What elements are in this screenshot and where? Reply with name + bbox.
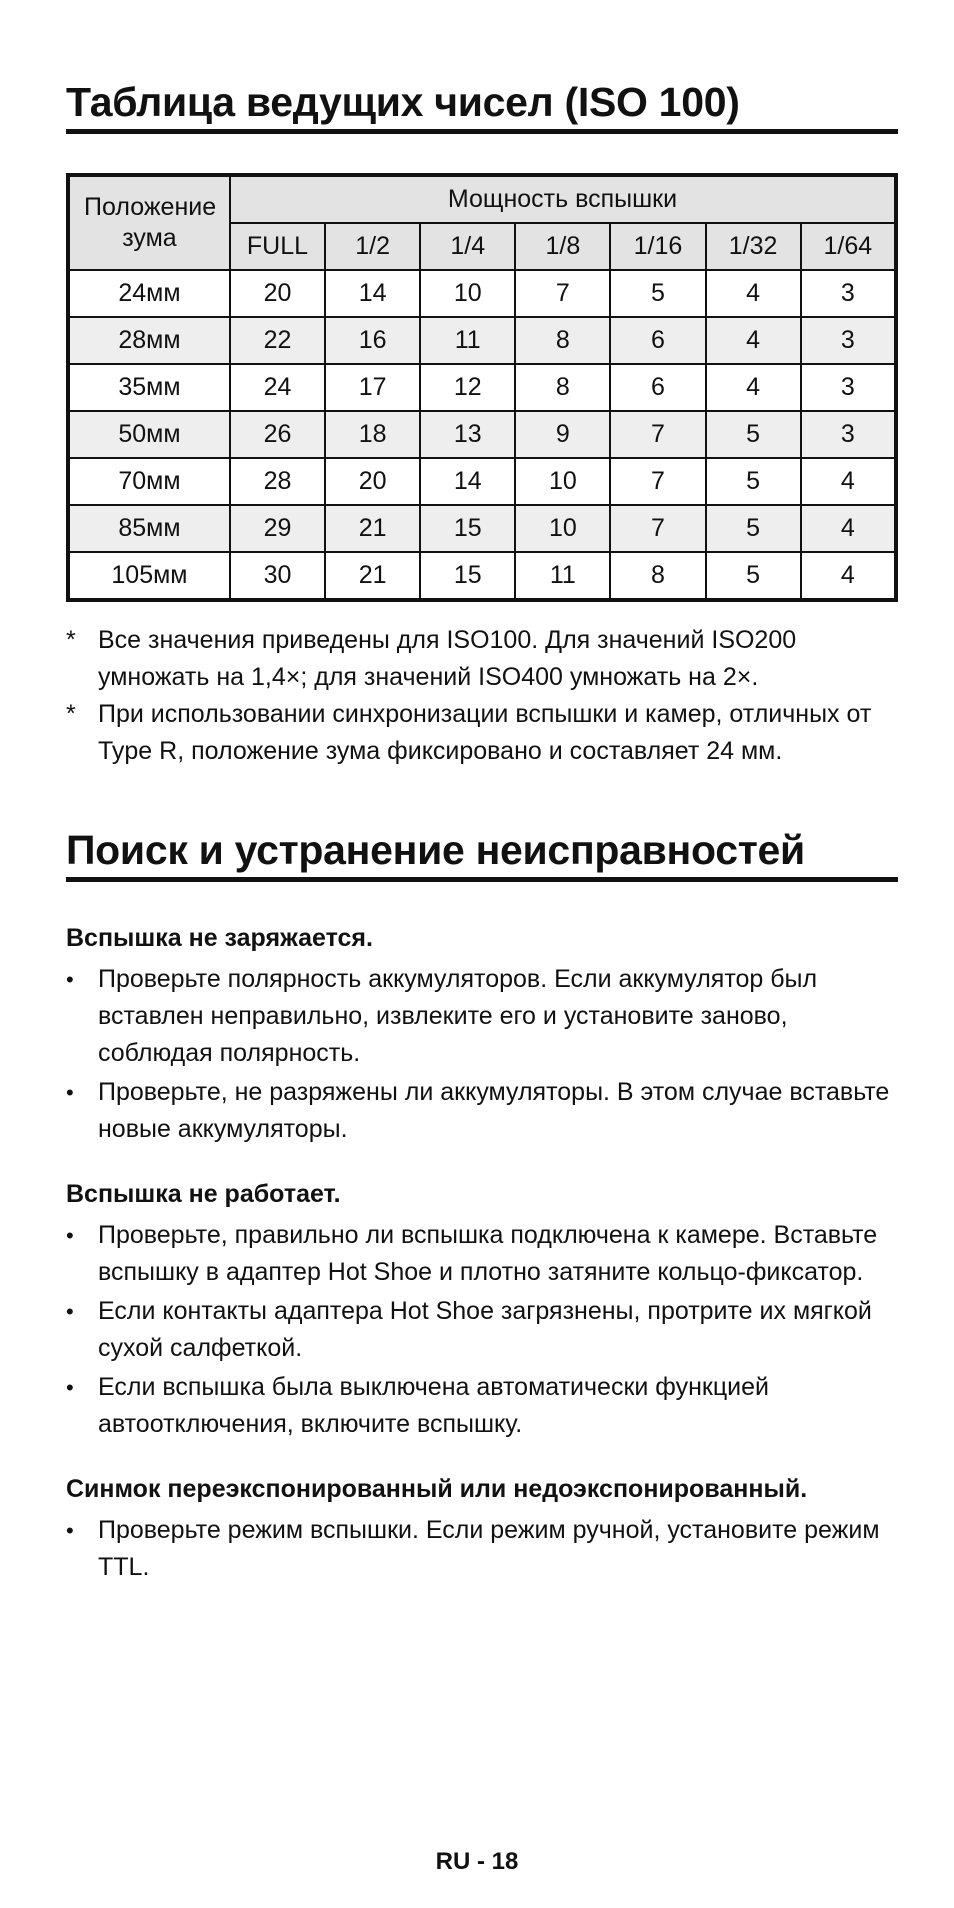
guide-number-cell: 6 — [610, 364, 705, 411]
power-level-header: 1/2 — [325, 223, 420, 270]
power-level-header: 1/4 — [420, 223, 515, 270]
list-item — [66, 1512, 898, 1586]
guide-number-cell: 15 — [420, 552, 515, 600]
list-item-text: Если вспышка была выключена автоматически функцией автоотключения, включите вспышку. — [98, 1373, 769, 1438]
table-header-row — [68, 175, 896, 223]
bullet-icon: • — [66, 1518, 74, 1543]
trouble-heading: Синмок переэкспонированный или недоэкспонированный. — [66, 1475, 808, 1503]
power-level-header: 1/8 — [515, 223, 610, 270]
guide-number-cell: 4 — [706, 270, 801, 317]
table-row — [68, 270, 896, 317]
list-item-text: Проверьте, не разряжены ли аккумуляторы. В этом случае вставьте новые аккумуляторы. — [98, 1078, 890, 1143]
guide-number-cell: 26 — [230, 411, 325, 458]
bullet-icon: • — [66, 1299, 74, 1324]
zoom-position-cell: 50мм — [68, 411, 230, 458]
trouble-group — [66, 1176, 898, 1443]
guide-number-cell: 4 — [706, 364, 801, 411]
guide-number-title: Таблица ведущих чисел (ISO 100) — [66, 82, 898, 134]
guide-number-cell: 16 — [325, 317, 420, 364]
guide-number-table — [66, 173, 898, 602]
footnote — [66, 622, 898, 696]
list-item-text: Проверьте режим вспышки. Если режим ручной, установите режим TTL. — [98, 1516, 880, 1581]
guide-number-cell: 7 — [610, 411, 705, 458]
guide-number-cell: 8 — [515, 317, 610, 364]
bullet-icon: • — [66, 967, 74, 992]
guide-number-cell: 30 — [230, 552, 325, 600]
power-level-header: FULL — [230, 223, 325, 270]
guide-number-cell: 5 — [706, 552, 801, 600]
guide-number-cell: 3 — [801, 270, 896, 317]
guide-number-cell: 5 — [610, 270, 705, 317]
guide-number-cell: 3 — [801, 411, 896, 458]
guide-number-cell: 29 — [230, 505, 325, 552]
guide-number-cell: 24 — [230, 364, 325, 411]
table-row — [68, 552, 896, 600]
zoom-position-cell: 35мм — [68, 364, 230, 411]
guide-number-cell: 7 — [610, 458, 705, 505]
guide-number-cell: 11 — [515, 552, 610, 600]
bullet-list — [66, 1217, 898, 1443]
trouble-heading: Вспышка не работает. — [66, 1180, 341, 1208]
guide-number-cell: 4 — [801, 505, 896, 552]
list-item — [66, 1074, 898, 1148]
guide-number-cell: 7 — [610, 505, 705, 552]
table-row — [68, 364, 896, 411]
guide-number-cell: 8 — [515, 364, 610, 411]
guide-number-cell: 9 — [515, 411, 610, 458]
guide-number-cell: 5 — [706, 505, 801, 552]
guide-number-cell: 14 — [325, 270, 420, 317]
guide-number-cell: 7 — [515, 270, 610, 317]
table-footnotes — [66, 622, 898, 770]
guide-number-cell: 3 — [801, 317, 896, 364]
guide-number-cell: 13 — [420, 411, 515, 458]
table-row — [68, 317, 896, 364]
troubleshooting-title: Поиск и устранение неисправностей — [66, 830, 898, 882]
guide-number-cell: 5 — [706, 458, 801, 505]
guide-number-cell: 8 — [610, 552, 705, 600]
zoom-position-cell: 85мм — [68, 505, 230, 552]
bullet-icon: • — [66, 1080, 74, 1105]
guide-number-cell: 10 — [515, 505, 610, 552]
list-item — [66, 961, 898, 1072]
guide-number-cell: 4 — [801, 552, 896, 600]
guide-number-cell: 6 — [610, 317, 705, 364]
power-level-header: 1/64 — [801, 223, 896, 270]
zoom-position-cell: 70мм — [68, 458, 230, 505]
list-item — [66, 1369, 898, 1443]
footnote — [66, 696, 898, 770]
list-item — [66, 1293, 898, 1367]
guide-number-cell: 21 — [325, 505, 420, 552]
list-item-text: Если контакты адаптера Hot Shoe загрязнены, протрите их мягкой сухой салфеткой. — [98, 1297, 872, 1362]
footnote-text: При использовании синхронизации вспышки и камер, отличных от Type R, положение зума фиксировано и составляет 24 мм. — [98, 700, 872, 765]
trouble-heading: Вспышка не заряжается. — [66, 924, 373, 952]
bullet-icon: • — [66, 1375, 74, 1400]
footnote-text: Все значения приведены для ISO100. Для значений ISO200 умножать на 1,4×; для значений ISO400 умножать на 2×. — [98, 626, 797, 691]
footnote-marker: * — [66, 626, 76, 654]
zoom-position-cell: 24мм — [68, 270, 230, 317]
guide-number-cell: 4 — [801, 458, 896, 505]
guide-number-cell: 10 — [420, 270, 515, 317]
list-item-text: Проверьте полярность аккумуляторов. Если аккумулятор был вставлен неправильно, извлеките его и установите заново, соблюдая полярность. — [98, 965, 818, 1067]
guide-number-cell: 17 — [325, 364, 420, 411]
trouble-group — [66, 1471, 898, 1586]
guide-number-cell: 10 — [515, 458, 610, 505]
guide-number-cell: 20 — [230, 270, 325, 317]
table-row — [68, 505, 896, 552]
zoom-position-cell: 28мм — [68, 317, 230, 364]
table-body — [68, 270, 896, 600]
guide-number-cell: 21 — [325, 552, 420, 600]
page-number: RU - 18 — [435, 1848, 519, 1875]
list-item-text: Проверьте, правильно ли вспышка подключена к камере. Вставьте вспышку в адаптер Hot Shoe и плотно затяните кольцо-фиксатор. — [98, 1221, 878, 1286]
guide-number-cell: 5 — [706, 411, 801, 458]
guide-number-cell: 3 — [801, 364, 896, 411]
guide-number-cell: 20 — [325, 458, 420, 505]
guide-number-cell: 18 — [325, 411, 420, 458]
bullet-list — [66, 961, 898, 1148]
trouble-group — [66, 920, 898, 1148]
power-level-header: 1/32 — [706, 223, 801, 270]
power-level-header: 1/16 — [610, 223, 705, 270]
guide-number-cell: 15 — [420, 505, 515, 552]
guide-number-cell: 4 — [706, 317, 801, 364]
bullet-list — [66, 1512, 898, 1586]
guide-number-cell: 14 — [420, 458, 515, 505]
bullet-icon: • — [66, 1223, 74, 1248]
guide-number-cell: 22 — [230, 317, 325, 364]
guide-number-cell: 12 — [420, 364, 515, 411]
list-item — [66, 1217, 898, 1291]
footnote-marker: * — [66, 700, 76, 728]
guide-number-cell: 11 — [420, 317, 515, 364]
table-row — [68, 411, 896, 458]
flash-power-header: Мощность вспышки — [230, 175, 896, 223]
table-row — [68, 458, 896, 505]
guide-number-cell: 28 — [230, 458, 325, 505]
troubleshooting-list — [66, 920, 898, 1614]
zoom-position-cell: 105мм — [68, 552, 230, 600]
zoom-position-header: Положение зума — [68, 175, 230, 270]
